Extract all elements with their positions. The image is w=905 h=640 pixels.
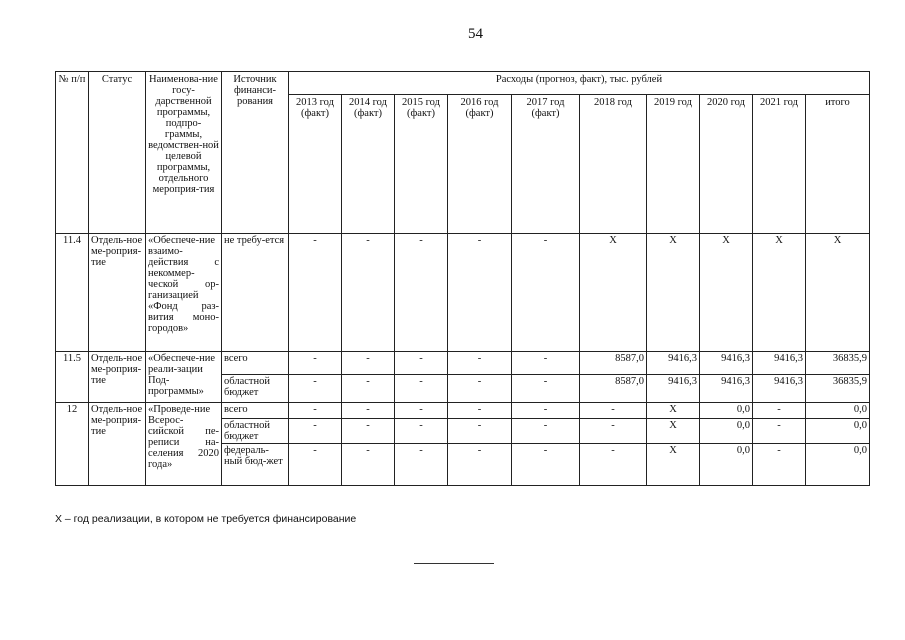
row-value: -	[395, 419, 448, 444]
header-num: № п/п	[56, 72, 89, 234]
header-year-7: 2020 год	[700, 95, 753, 234]
row-value: -	[448, 234, 512, 352]
footnote: Х – год реализации, в котором не требуется финансирование	[55, 513, 357, 525]
row-value: -	[395, 234, 448, 352]
row-value: -	[448, 444, 512, 486]
row-value: X	[647, 234, 700, 352]
row-value: 0,0	[806, 403, 870, 419]
row-value: -	[395, 444, 448, 486]
row-value: -	[289, 352, 342, 375]
row-value: -	[342, 352, 395, 375]
row-value: -	[512, 403, 580, 419]
header-name: Наименова-ние госу-дарственной программы, подпро-граммы, ведомствен-ной целевой программы, отдельного мероприя-тия	[146, 72, 222, 234]
row-value: 0,0	[700, 419, 753, 444]
row-value: 36835,9	[806, 375, 870, 403]
row-value: X	[647, 403, 700, 419]
row-value: -	[448, 352, 512, 375]
row-value: -	[753, 403, 806, 419]
row-value: -	[580, 444, 647, 486]
row-num: 11.4	[56, 234, 89, 352]
row-value: 8587,0	[580, 352, 647, 375]
table-row	[56, 403, 870, 419]
row-source: не требу-ется	[222, 234, 289, 352]
row-value: -	[289, 419, 342, 444]
row-value: X	[753, 234, 806, 352]
row-value: -	[753, 444, 806, 486]
header-status: Статус	[89, 72, 146, 234]
row-status: Отдель-ное ме-роприя-тие	[89, 234, 146, 352]
row-source: областной бюджет	[222, 375, 289, 403]
row-value: -	[512, 444, 580, 486]
row-value: -	[580, 419, 647, 444]
row-value: -	[512, 375, 580, 403]
row-value: -	[512, 352, 580, 375]
row-value: 9416,3	[647, 352, 700, 375]
row-value: -	[342, 234, 395, 352]
row-value: -	[448, 403, 512, 419]
row-value: -	[342, 403, 395, 419]
row-value: 9416,3	[753, 375, 806, 403]
header-year-2: 2015 год (факт)	[395, 95, 448, 234]
row-value: -	[289, 234, 342, 352]
table-row	[56, 234, 870, 352]
row-value: -	[753, 419, 806, 444]
header-year-6: 2019 год	[647, 95, 700, 234]
header-year-5: 2018 год	[580, 95, 647, 234]
row-value: -	[342, 444, 395, 486]
row-value: -	[448, 375, 512, 403]
row-value: 9416,3	[700, 352, 753, 375]
row-value: -	[512, 419, 580, 444]
row-value: X	[647, 444, 700, 486]
row-value: 0,0	[806, 444, 870, 486]
row-value: -	[512, 234, 580, 352]
header-year-0: 2013 год (факт)	[289, 95, 342, 234]
table-row	[56, 352, 870, 375]
row-value: X	[700, 234, 753, 352]
row-value: -	[395, 375, 448, 403]
row-value: -	[580, 403, 647, 419]
header-year-8: 2021 год	[753, 95, 806, 234]
row-name: «Обеспече-ние реали-зации Под-программы»	[146, 352, 222, 403]
row-value: X	[647, 419, 700, 444]
header-year-3: 2016 год (факт)	[448, 95, 512, 234]
row-value: -	[342, 375, 395, 403]
row-source: областной бюджет	[222, 419, 289, 444]
row-num: 12	[56, 403, 89, 486]
row-value: -	[289, 403, 342, 419]
row-value: X	[580, 234, 647, 352]
header-year-4: 2017 год (факт)	[512, 95, 580, 234]
header-year-1: 2014 год (факт)	[342, 95, 395, 234]
row-name: «Проведе-ние Всерос-сийской пе-реписи на-селения 2020 года»	[146, 403, 222, 486]
row-value: -	[289, 444, 342, 486]
row-source: всего	[222, 403, 289, 419]
page-number: 54	[468, 26, 483, 42]
row-value: X	[806, 234, 870, 352]
row-value: 8587,0	[580, 375, 647, 403]
row-value: -	[289, 375, 342, 403]
row-status: Отдель-ное ме-роприя-тие	[89, 403, 146, 486]
header-expenses: Расходы (прогноз, факт), тыс. рублей	[289, 72, 870, 95]
row-value: -	[448, 419, 512, 444]
row-value: -	[342, 419, 395, 444]
row-num: 11.5	[56, 352, 89, 403]
row-value: 9416,3	[647, 375, 700, 403]
row-status: Отдель-ное ме-роприя-тие	[89, 352, 146, 403]
row-value: 0,0	[700, 444, 753, 486]
expenses-table	[55, 71, 870, 486]
header-year-9: итого	[806, 95, 870, 234]
row-value: 36835,9	[806, 352, 870, 375]
row-name: «Обеспече-ние взаимо-действия с некоммер-ческой ор-ганизацией «Фонд раз-вития моно-городов»	[146, 234, 222, 352]
bottom-rule	[414, 563, 494, 564]
row-value: 0,0	[806, 419, 870, 444]
header-source: Источник финанси-рования	[222, 72, 289, 234]
row-source: федераль-ный бюд-жет	[222, 444, 289, 486]
row-value: 9416,3	[753, 352, 806, 375]
row-value: -	[395, 403, 448, 419]
row-value: -	[395, 352, 448, 375]
row-value: 9416,3	[700, 375, 753, 403]
row-value: 0,0	[700, 403, 753, 419]
row-source: всего	[222, 352, 289, 375]
